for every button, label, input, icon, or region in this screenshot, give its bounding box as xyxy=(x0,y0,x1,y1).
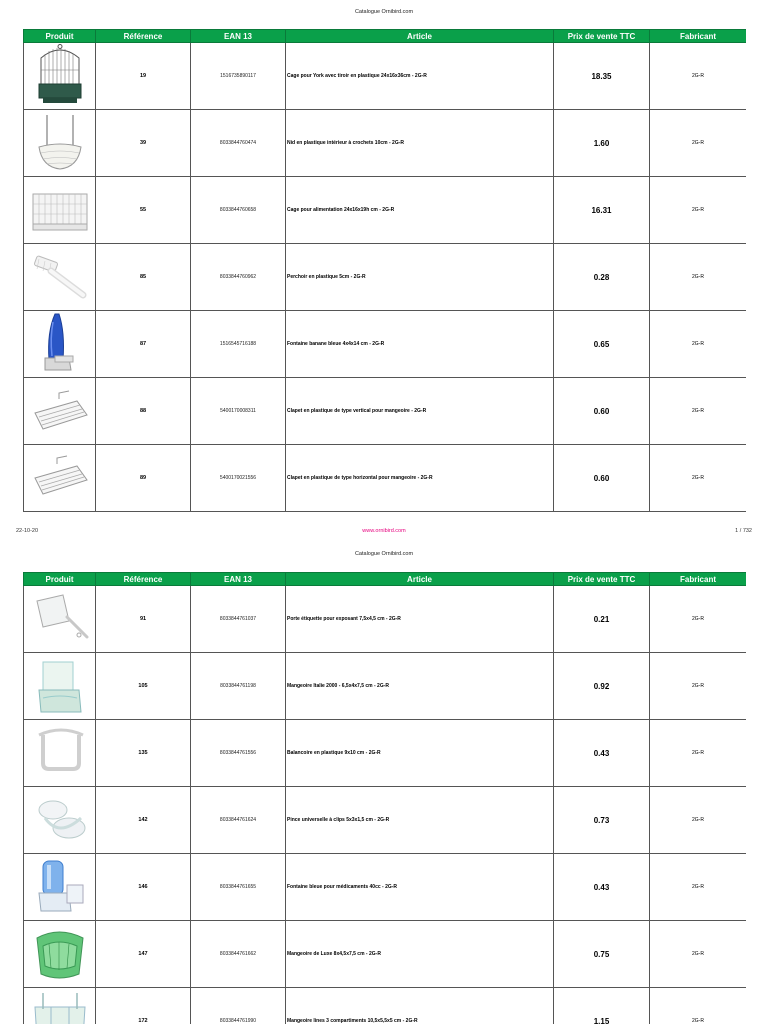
ean-code: 8033844760962 xyxy=(191,244,286,311)
manufacturer: 2G-R xyxy=(650,921,747,988)
header-ean13: EAN 13 xyxy=(191,30,286,43)
compartment-feeder-icon xyxy=(29,989,91,1024)
table-row xyxy=(24,445,747,512)
price: 0.92 xyxy=(554,653,650,720)
ean-code: 8033844760474 xyxy=(191,110,286,177)
product-image[interactable] xyxy=(24,653,96,720)
price: 0.43 xyxy=(554,720,650,787)
ean-code: 8033844761655 xyxy=(191,854,286,921)
manufacturer: 2G-R xyxy=(650,653,747,720)
article-description: Pince universelle à clips 5x3x1,5 cm - 2G-R xyxy=(286,787,554,854)
perch-icon xyxy=(29,245,91,309)
reference: 91 xyxy=(96,586,191,653)
article-description: Porte étiquette pour exposant 7,5x4,5 cm - 2G-R xyxy=(286,586,554,653)
product-image[interactable] xyxy=(24,110,96,177)
page-title: Catalogue Ornibird.com xyxy=(354,9,414,15)
manufacturer: 2G-R xyxy=(650,311,747,378)
price: 18.35 xyxy=(554,43,650,110)
header-produit: Produit xyxy=(24,30,96,43)
ean-code: 8033844761990 xyxy=(191,988,286,1024)
reference: 39 xyxy=(96,110,191,177)
manufacturer: 2G-R xyxy=(650,244,747,311)
table-row xyxy=(24,311,747,378)
manufacturer: 2G-R xyxy=(650,110,747,177)
product-image[interactable] xyxy=(24,988,96,1024)
article-description: Balancoire en plastique 9x10 cm - 2G-R xyxy=(286,720,554,787)
table-row xyxy=(24,921,747,988)
manufacturer: 2G-R xyxy=(650,177,747,244)
clip-icon xyxy=(29,788,91,852)
article-description: Cage pour York avec tiroir en plastique 24x16x36cm - 2G-R xyxy=(286,43,554,110)
feeder-icon xyxy=(29,654,91,718)
ean-code: 5400170008311 xyxy=(191,378,286,445)
ean-code: 8033844760658 xyxy=(191,177,286,244)
table-row xyxy=(24,653,747,720)
reference: 147 xyxy=(96,921,191,988)
table-row xyxy=(24,787,747,854)
article-description: Mangeoire de Luxe 8x4,5x7,5 cm - 2G-R xyxy=(286,921,554,988)
footer-date: 22-10-20 xyxy=(16,528,39,534)
ean-code: 8033844761662 xyxy=(191,921,286,988)
table-row xyxy=(24,854,747,921)
price: 0.73 xyxy=(554,787,650,854)
wire-cage-icon xyxy=(29,178,91,242)
table-header-row xyxy=(24,573,747,586)
manufacturer: 2G-R xyxy=(650,720,747,787)
article-description: Mangeoire Italie 2000 - 6,5x4x7,5 cm - 2G-R xyxy=(286,653,554,720)
price: 0.43 xyxy=(554,854,650,921)
price: 1.60 xyxy=(554,110,650,177)
ean-code: 8033844761624 xyxy=(191,787,286,854)
price: 1.15 xyxy=(554,988,650,1024)
table-row xyxy=(24,378,747,445)
reference: 55 xyxy=(96,177,191,244)
header-fabricant: Fabricant xyxy=(650,573,747,586)
label-holder-icon xyxy=(29,587,91,651)
table-row xyxy=(24,988,747,1024)
price: 0.75 xyxy=(554,921,650,988)
header-reference: Référence xyxy=(96,573,191,586)
product-image[interactable] xyxy=(24,43,96,110)
reference: 88 xyxy=(96,378,191,445)
article-description: Clapet en plastique de type horizontal pour mangeoire - 2G-R xyxy=(286,445,554,512)
reference: 85 xyxy=(96,244,191,311)
header-produit: Produit xyxy=(24,573,96,586)
reference: 146 xyxy=(96,854,191,921)
product-table xyxy=(23,572,746,1024)
manufacturer: 2G-R xyxy=(650,43,747,110)
water-fountain-icon xyxy=(29,312,91,376)
product-image[interactable] xyxy=(24,586,96,653)
product-image[interactable] xyxy=(24,787,96,854)
price: 0.65 xyxy=(554,311,650,378)
ean-code: 5400170021556 xyxy=(191,445,286,512)
header-ean13: EAN 13 xyxy=(191,573,286,586)
article-description: Fontaine banane bleue 4x4x14 cm - 2G-R xyxy=(286,311,554,378)
medicine-fountain-icon xyxy=(29,855,91,919)
footer-site-link[interactable]: www.ornibird.com xyxy=(362,528,406,534)
reference: 89 xyxy=(96,445,191,512)
article-description: Cage pour alimentation 24x16x19h cm - 2G-R xyxy=(286,177,554,244)
header-prix: Prix de vente TTC xyxy=(554,30,650,43)
article-description: Mangeoire lines 3 compartiments 10,5x5,5x5 cm - 2G-R xyxy=(286,988,554,1024)
table-row xyxy=(24,43,747,110)
product-image[interactable] xyxy=(24,177,96,244)
table-row xyxy=(24,177,747,244)
table-row xyxy=(24,110,747,177)
reference: 105 xyxy=(96,653,191,720)
bird-cage-icon xyxy=(29,44,91,108)
page-title: Catalogue Ornibird.com xyxy=(354,551,414,557)
manufacturer: 2G-R xyxy=(650,988,747,1024)
swing-icon xyxy=(29,721,91,785)
header-prix: Prix de vente TTC xyxy=(554,573,650,586)
manufacturer: 2G-R xyxy=(650,378,747,445)
product-image[interactable] xyxy=(24,921,96,988)
header-article: Article xyxy=(286,30,554,43)
price: 0.60 xyxy=(554,378,650,445)
product-image[interactable] xyxy=(24,378,96,445)
price: 16.31 xyxy=(554,177,650,244)
table-row xyxy=(24,586,747,653)
ean-code: 1516545716188 xyxy=(191,311,286,378)
table-row xyxy=(24,244,747,311)
ean-code: 8033844761198 xyxy=(191,653,286,720)
product-image[interactable] xyxy=(24,244,96,311)
product-table xyxy=(23,29,746,514)
table-row xyxy=(24,720,747,787)
price: 0.21 xyxy=(554,586,650,653)
nest-basket-icon xyxy=(29,111,91,175)
article-description: Nid en plastique intérieur à crochets 10cm - 2G-R xyxy=(286,110,554,177)
article-description: Clapet en plastique de type vertical pour mangeoire - 2G-R xyxy=(286,378,554,445)
feeder-flap-horizontal-icon xyxy=(29,446,91,510)
article-description: Fontaine bleue pour médicaments 40cc - 2G-R xyxy=(286,854,554,921)
reference: 172 xyxy=(96,988,191,1024)
manufacturer: 2G-R xyxy=(650,854,747,921)
table-header-row xyxy=(24,30,747,43)
manufacturer: 2G-R xyxy=(650,586,747,653)
header-fabricant: Fabricant xyxy=(650,30,747,43)
reference: 87 xyxy=(96,311,191,378)
product-image[interactable] xyxy=(24,720,96,787)
product-image[interactable] xyxy=(24,445,96,512)
ean-code: 1516735890117 xyxy=(191,43,286,110)
feeder-flap-vertical-icon xyxy=(29,379,91,443)
ean-code: 8033844761037 xyxy=(191,586,286,653)
price: 0.60 xyxy=(554,445,650,512)
article-description: Perchoir en plastique 5cm - 2G-R xyxy=(286,244,554,311)
manufacturer: 2G-R xyxy=(650,445,747,512)
manufacturer: 2G-R xyxy=(650,787,747,854)
reference: 19 xyxy=(96,43,191,110)
reference: 142 xyxy=(96,787,191,854)
product-image[interactable] xyxy=(24,854,96,921)
green-feeder-icon xyxy=(29,922,91,986)
reference: 135 xyxy=(96,720,191,787)
header-article: Article xyxy=(286,573,554,586)
product-image[interactable] xyxy=(24,311,96,378)
footer-page-number: 1 / 732 xyxy=(735,528,752,534)
price: 0.28 xyxy=(554,244,650,311)
ean-code: 8033844761556 xyxy=(191,720,286,787)
header-reference: Référence xyxy=(96,30,191,43)
